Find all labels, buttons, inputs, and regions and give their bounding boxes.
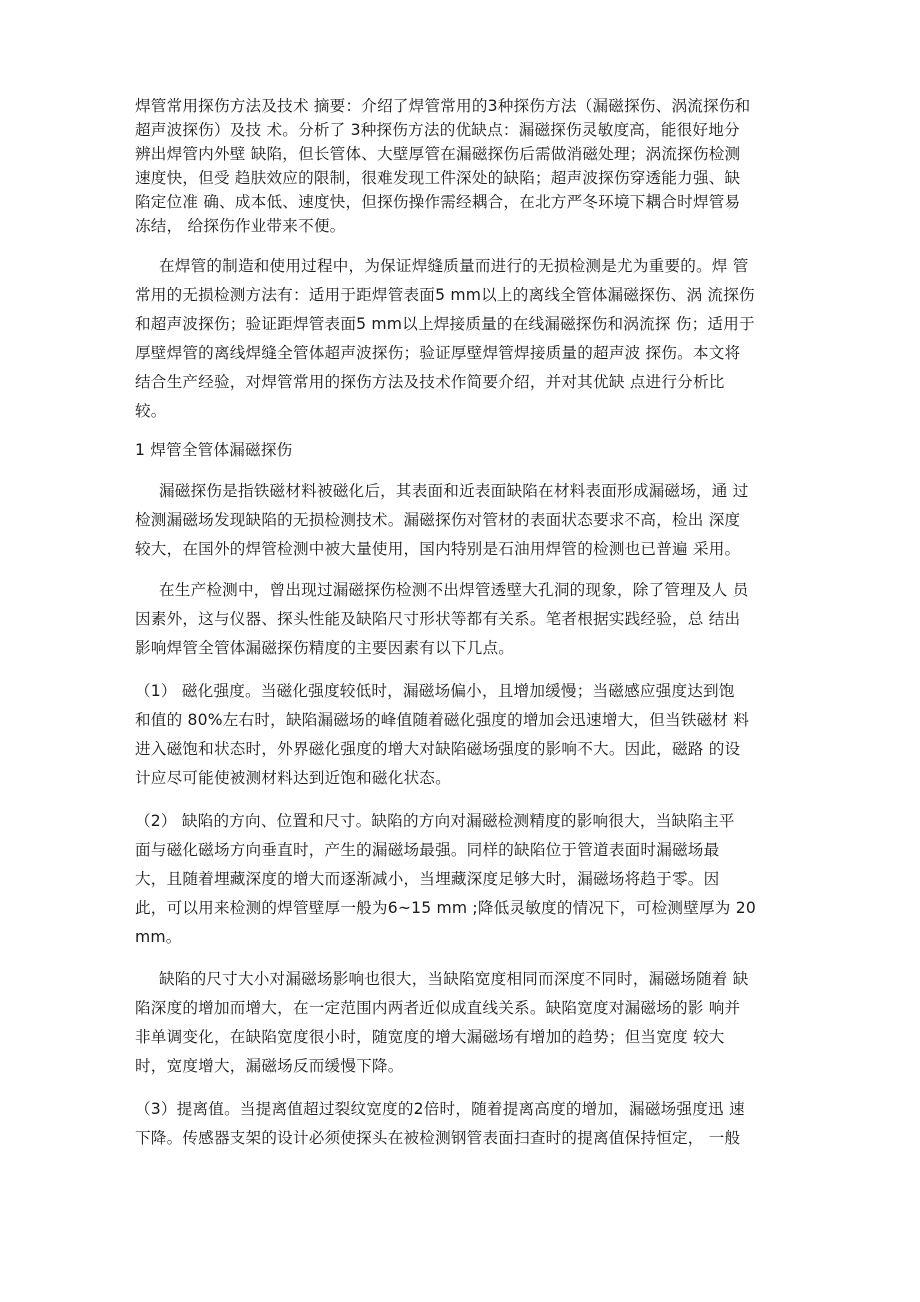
text-line: 检测漏磁场发现缺陷的无损检测技术。漏磁探伤对管材的表面状态要求不高，检出 深度: [135, 511, 741, 529]
text-line: 大，且随着埋藏深度的增大而逐渐减小，当埋藏深度足够大时，漏磁场将趋于零。因: [135, 870, 720, 888]
text-line: 因素外，这与仪器、探头性能及缺陷尺寸形状等都有关系。笔者根据实践经验，总 结出: [135, 610, 741, 628]
text-line: 和值的 80%左右时，缺陷漏磁场的峰值随着磁化强度的增加会迅速增大，但当铁磁材 料: [135, 711, 750, 729]
text-line: 较大，在国外的焊管检测中被大量使用，国内特别是石油用焊管的检测也已普遍 采用。: [135, 540, 741, 558]
text-line: 下降。传感器支架的设计必须使探头在被检测钢管表面扫查时的提离值保持恒定， 一般: [135, 1129, 741, 1147]
text-line: 时，宽度增大，漏磁场反而缓慢下降。: [135, 1057, 404, 1075]
text-line: 面与磁化磁场方向垂直时，产生的漏磁场最强。同样的缺陷位于管道表面时漏磁场最: [135, 841, 720, 859]
section-heading: 1 焊管全管体漏磁探伤: [135, 441, 293, 459]
text-line: （3）提离值。当提离值超过裂纹宽度的2倍时，随着提离高度的增加，漏磁场强度迅 速: [135, 1100, 745, 1118]
text-line: 进入磁饱和状态时，外界磁化强度的增大对缺陷磁场强度的影响不大。因此，磁路 的设: [135, 740, 741, 758]
text-line: 漏磁探伤是指铁磁材料被磁化后，其表面和近表面缺陷在材料表面形成漏磁场，通 过: [159, 482, 749, 500]
text-line: 非单调变化，在缺陷宽度很小时，随宽度的增大漏磁场有增加的趋势；但当宽度 较大: [135, 1028, 725, 1046]
text-line: 结合生产经验，对焊管常用的探伤方法及技术作简要介绍，并对其优缺 点进行分析比: [135, 373, 725, 391]
text-line: （1） 磁化强度。当磁化强度较低时，漏磁场偏小，且增加缓慢；当磁感应强度达到饱: [135, 682, 735, 700]
text-line: 和超声波探伤；验证距焊管表面5 mm以上焊接质量的在线漏磁探伤和涡流探 伤；适用于: [135, 315, 755, 333]
text-line: 陷定位准 确、成本低、速度快，但探伤操作需经耦合，在北方严冬环境下耦合时焊管易: [135, 193, 741, 211]
text-line: 速度快，但受 趋肤效应的限制，很难发现工件深处的缺陷；超声波探伤穿透能力强、缺: [135, 169, 741, 187]
text-line: 此，可以用来检测的焊管壁厚一般为6~15 mm ;降低灵敏度的情况下，可检测壁厚为 20: [135, 899, 756, 917]
text-line: mm。: [135, 928, 182, 946]
text-line: 在生产检测中，曾出现过漏磁探伤检测不出焊管透壁大孔洞的现象，除了管理及人 员: [159, 581, 749, 599]
text-line: 常用的无损检测方法有：适用于距焊管表面5 mm以上的离线全管体漏磁探伤、涡 流探伤: [135, 286, 755, 304]
text-line: 影响焊管全管体漏磁探伤精度的主要因素有以下几点。: [135, 639, 515, 657]
text-line: 陷深度的增加而增大，在一定范围内两者近似成直线关系。缺陷宽度对漏磁场的影 响并: [135, 999, 741, 1017]
text-line: 较。: [135, 402, 167, 420]
text-line: 厚壁焊管的离线焊缝全管体超声波探伤；验证厚壁焊管焊接质量的超声波 探伤。本文将: [135, 344, 741, 362]
text-line: 冻结， 给探伤作业带来不便。: [135, 217, 346, 235]
text-line: 计应尽可能使被测材料达到近饱和磁化状态。: [135, 769, 451, 787]
text-line: 辨出焊管内外壁 缺陷，但长管体、大壁厚管在漏磁探伤后需做消磁处理；涡流探伤检测: [135, 145, 741, 163]
text-line: 在焊管的制造和使用过程中，为保证焊缝质量而进行的无损检测是尤为重要的。焊 管: [159, 257, 749, 275]
text-line: 缺陷的尺寸大小对漏磁场影响也很大，当缺陷宽度相同而深度不同时，漏磁场随着 缺: [159, 970, 749, 988]
text-line: 超声波探伤）及技 术。分析了 3种探伤方法的优缺点：漏磁探伤灵敏度高，能很好地分: [135, 121, 740, 139]
text-line: （2） 缺陷的方向、位置和尺寸。缺陷的方向对漏磁检测精度的影响很大，当缺陷主平: [135, 812, 735, 830]
text-line: 焊管常用探伤方法及技术 摘要：介绍了焊管常用的3种探伤方法（漏磁探伤、涡流探伤和: [135, 97, 751, 115]
